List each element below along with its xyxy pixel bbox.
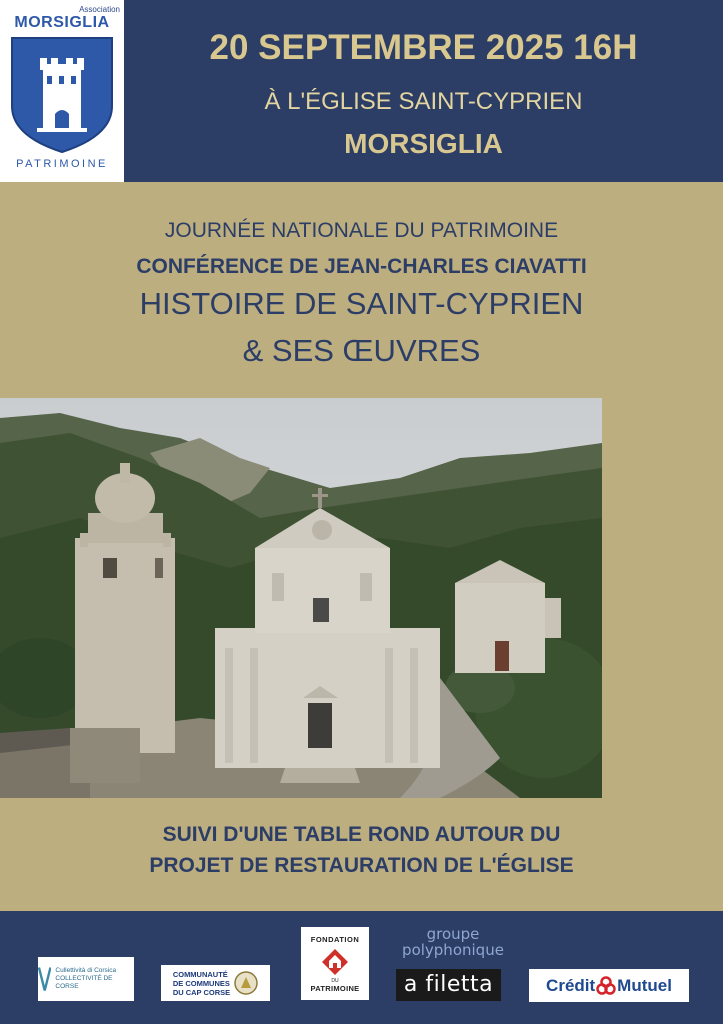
corsica-v-icon [38,965,51,993]
credit-mutuel-word1: Crédit [546,975,596,995]
sponsor-cap-corse [161,965,270,1001]
event-venue: À L'ÉGLISE SAINT-CYPRIEN [264,88,583,115]
event-title-line1: HISTOIRE DE SAINT-CYPRIEN [139,286,584,321]
sponsor-credit-mutuel [529,969,689,1002]
event-town: MORSIGLIA [344,128,503,159]
sponsor-a-filetta: a filetta [396,969,501,1001]
logo-subtitle: PATRIMOINE [16,158,108,170]
ccc-line2: DE COMMUNES [172,978,230,988]
sponsor-collectivite-de-corse [38,957,134,1001]
association-logo [0,0,124,182]
fdp-bottom-label: PATRIMOINE [310,983,360,993]
event-occasion: JOURNÉE NATIONALE DU PATRIMOINE [164,219,559,242]
sponsor-fondation-du-patrimoine [301,927,369,1000]
ctc-line2: COLLECTIVITÉ DE CORSE [55,975,113,990]
fondation-house-icon [320,947,350,977]
event-date-time: 20 SEPTEMBRE 2025 16H [209,28,638,67]
fdp-top-label: FONDATION [310,934,360,944]
event-title-line2: & SES ŒUVRES [242,333,481,368]
ctc-line1: Cullettività di Corsica [55,967,117,974]
logo-name: MORSIGLIA [14,14,110,31]
cap-corse-emblem-icon [234,971,258,995]
tower-shield-icon [10,36,114,154]
ccc-line1: COMMUNAUTÉ [172,969,228,979]
event-speaker: CONFÉRENCE DE JEAN-CHARLES CIAVATTI [136,255,587,278]
followup-line2: PROJET DE RESTAURATION DE L'ÉGLISE [149,854,574,877]
credit-mutuel-logo-icon [596,976,616,996]
polyphonique-label: polyphonique [402,941,504,959]
logo-association-label: Association [79,5,120,14]
groupe-label: groupe [426,925,480,943]
church-photo [0,398,602,798]
followup-line1: SUIVI D'UNE TABLE ROND AUTOUR DU [162,823,561,846]
header-banner [0,0,723,182]
credit-mutuel-word2: Mutuel [617,975,672,995]
ccc-line3: DU CAP CORSE [172,987,231,997]
fdp-du-label: DU [331,977,339,984]
